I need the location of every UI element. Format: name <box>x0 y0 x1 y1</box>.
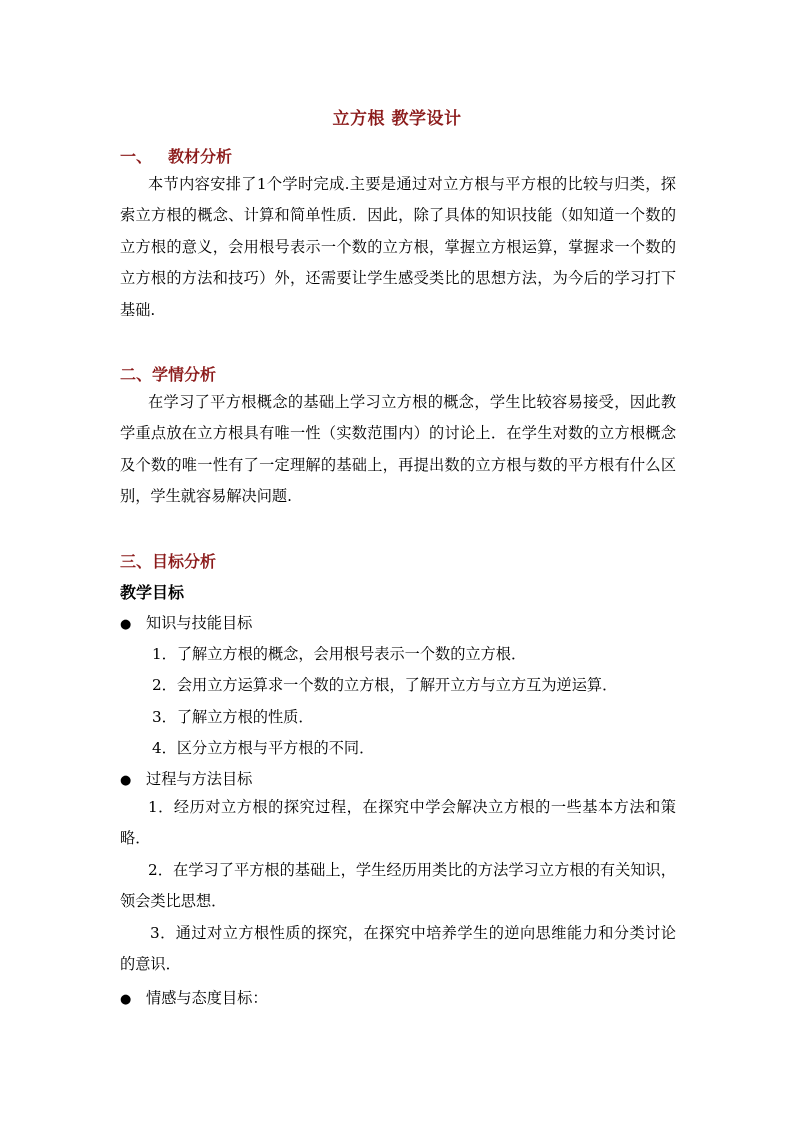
section-1-heading <box>120 144 232 167</box>
bullet-dot-icon: ● <box>120 773 132 788</box>
bullet-label: 过程与方法目标 <box>146 770 253 788</box>
section-2-heading: 二、学情分析 <box>120 365 217 384</box>
goal-item: 2．在学习了平方根的基础上，学生经历用类比的方法学习立方根的有关知识，领会类比思想． <box>120 861 676 911</box>
goal-item: 1．了解立方根的概念，会用根号表示一个数的立方根． <box>152 645 527 663</box>
bullet-process-methods <box>120 768 252 789</box>
bullet-dot-icon: ● <box>120 617 132 632</box>
section-1-number: 一、 <box>120 147 153 166</box>
page-title: 立方根 教学设计 <box>332 109 462 129</box>
bullet-label: 情感与态度目标： <box>146 989 268 1007</box>
bullet-dot-icon: ● <box>120 992 132 1007</box>
bullet-emotion-attitude <box>120 987 268 1008</box>
teaching-goals-subheading: 教学目标 <box>120 583 185 602</box>
section-1-title: 教材分析 <box>168 147 233 166</box>
goal-item: 1．经历对立方根的探究过程，在探究中学会解决立方根的一些基本方法和策略． <box>120 798 676 848</box>
goal-item: 3．了解立方根的性质． <box>152 708 314 726</box>
bullet-knowledge-skills <box>120 612 252 633</box>
section-3-heading: 三、目标分析 <box>120 552 217 571</box>
section-2-paragraph: 在学习了平方根概念的基础上学习立方根的概念，学生比较容易接受，因此教学重点放在立方根具有唯一性（实数范围内）的讨论上．在学生对数的立方根概念及个数的唯一性有了一定理解的基础上，再提出数的立方根与数的平方根有什么区别，学生就容易解决问题. <box>120 393 676 506</box>
goal-item: 4．区分立方根与平方根的不同． <box>152 739 375 757</box>
goal-item: 3．通过对立方根性质的探究，在探究中培养学生的逆向思维能力和分类讨论的意识． <box>120 924 676 974</box>
section-1-paragraph: 本节内容安排了1个学时完成.主要是通过对立方根与平方根的比较与归类，探索立方根的概念、计算和简单性质．因此，除了具体的知识技能（如知道一个数的立方根的意义，会用根号表示一个数的立方根，掌握立方根运算，掌握求一个数的立方根的方法和技巧）外，还需要让学生感受类比的思想方法，为今后的学习打下基础. <box>120 175 676 319</box>
goal-item: 2．会用立方运算求一个数的立方根，了解开立方与立方互为逆运算． <box>152 676 618 694</box>
bullet-label: 知识与技能目标 <box>146 614 253 632</box>
